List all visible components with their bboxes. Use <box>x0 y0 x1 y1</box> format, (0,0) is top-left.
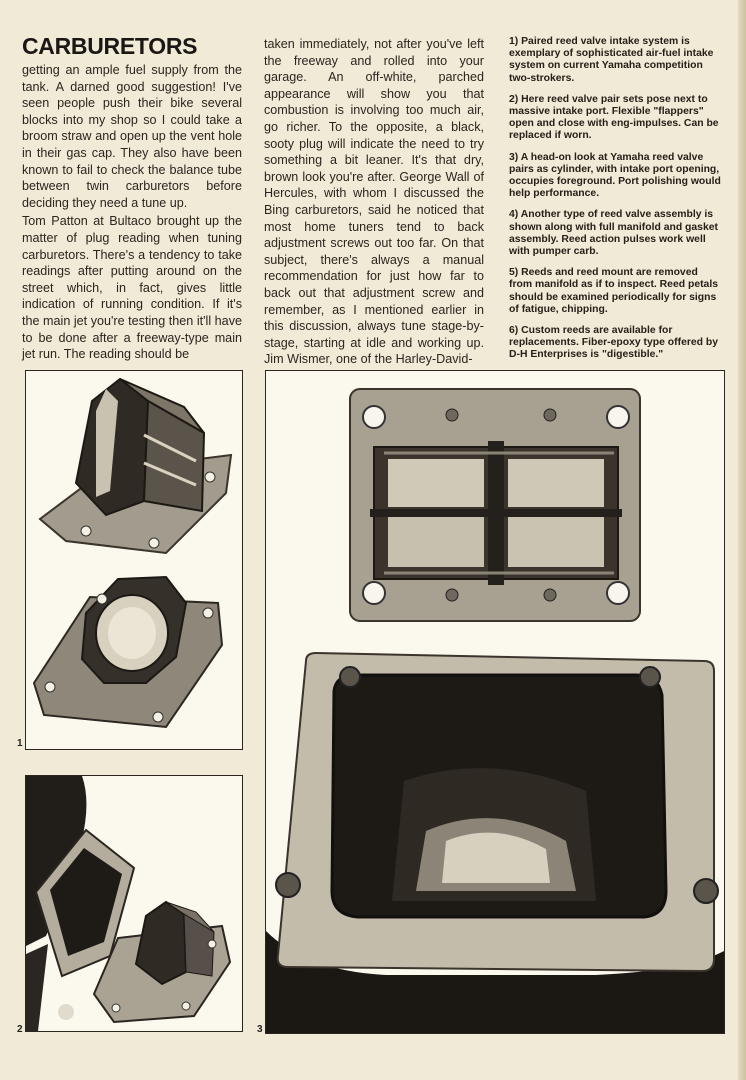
figure-number-1: 1 <box>17 738 23 749</box>
article-paragraph: Tom Patton at Bultaco brought up the matter of plug reading when tuning carburetors. There's a tendency to take readings after putting around on the street which, in fact, gives little indication of running condition. If it's the main jet you're testing then it'll have to be done after a freeway-type main jet run. The reading should be <box>22 214 242 362</box>
caption-5: 5) Reeds and reed mount are removed from manifold as if to inspect. Reed petals should be examined periodically for signs of fatigue, chipping. <box>509 267 719 315</box>
caption-2: 2) Here reed valve pair sets pose next to massive intake port. Flexible "flappers" open and close with eng-impulses. Can be replaced if worn. <box>509 93 719 142</box>
article-column-1 <box>22 62 242 363</box>
article-paragraph: taken immediately, not after you've left the freeway and rolled into your garage. An off-white, parched appearance will show you that combustion is involving too much air, go richer. To the opposite, a black, sooty plug will indicate the need to try something a bit leaner. It's that dry, brown look you're after. George Wall of Hercules, with whom I discussed the Bing carburetors, said he noticed that most home tuners tend to back adjustment screws out too far. On that subject, there's always a manual recommendation for just how far to back out that adjustment screw and remember, as I mentioned earlier in this discussion, always tune stage-by-stage, starting at idle and working up. Jim Wismer, one of the Harley-David- <box>264 37 484 367</box>
caption-4: 4) Another type of reed valve assembly is shown along with full manifold and gasket assembly. Reed action pulses work well with pumper carb. <box>509 209 718 258</box>
photo-reed-valve-and-manifold <box>25 370 243 750</box>
caption-6: 6) Custom reeds are available for replacements. Fiber-epoxy type offered by D-H Enterprises is "digestible." <box>509 325 719 361</box>
photo-reed-valve-with-intake-port <box>25 775 243 1032</box>
reed-valve-illustration <box>26 371 242 749</box>
page-title: CARBURETORS <box>22 33 198 59</box>
cylinder-intake-illustration <box>266 371 724 1033</box>
article-column-2 <box>264 36 484 368</box>
caption-3: 3) A head-on look at Yamaha reed valve pairs as cylinder, with intake port opening, occupies foreground. Port polishing would help performance. <box>509 151 721 200</box>
photo-captions <box>509 36 721 371</box>
article-paragraph: getting an ample fuel supply from the tank. A darned good suggestion! I've seen people push their bike several blocks into my shop so I could take a broom straw and open up the vent hole in their gas cap. They also have been known to fail to check the balance tube between twin carburetors before deciding they need a tune up. <box>22 63 242 210</box>
intake-port-illustration <box>26 776 242 1031</box>
figure-number-2: 2 <box>17 1024 23 1035</box>
caption-1: 1) Paired reed valve intake system is exemplary of sophisticated air-fuel intake system on current Yamaha competition two-strokers. <box>509 36 714 84</box>
photo-reed-valve-head-on-and-cylinder <box>265 370 725 1034</box>
figure-number-3: 3 <box>257 1024 263 1035</box>
page-edge <box>738 0 746 1080</box>
